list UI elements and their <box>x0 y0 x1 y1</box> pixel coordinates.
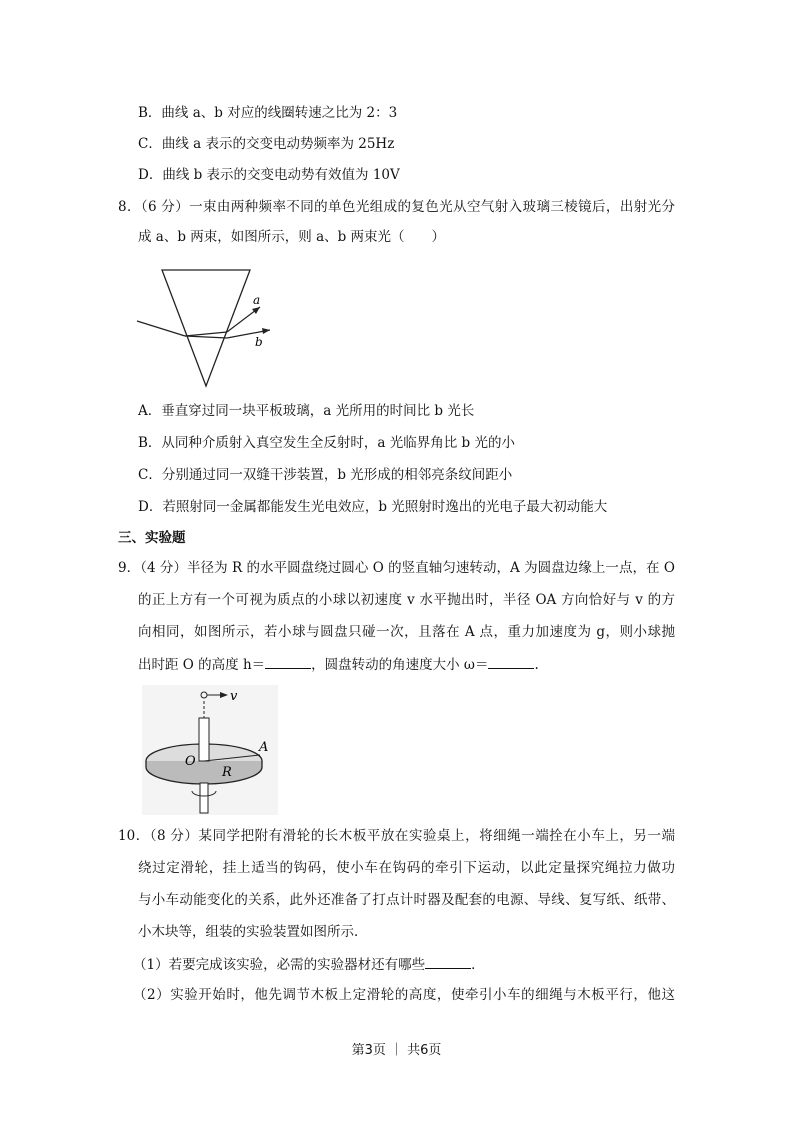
q8-stem-line1: 8．（6 分）一束由两种频率不同的单色光组成的复色光从空气射入玻璃三棱镜后，出射光分 <box>118 199 675 215</box>
q10-stem-line3: 与小车动能变化的关系，此外还准备了打点计时器及配套的电源、导线、复写纸、纸带、 <box>138 892 675 908</box>
answer-blank-equipment[interactable] <box>425 955 471 969</box>
q10-stem-line2: 绕过定滑轮，挂上适当的钩码，使小车在钩码的牵引下运动，以此定量探究绳拉力做功 <box>138 860 675 876</box>
q10-stem-line4: 小木块等，组装的实验装置如图所示． <box>138 924 368 940</box>
answer-blank-h[interactable] <box>265 655 311 669</box>
q9-stem-line1: 9．（4 分）半径为 R 的水平圆盘绕过圆心 O 的竖直轴匀速转动，A 为圆盘边缘上一点，在 O <box>118 560 675 576</box>
disk-figure <box>140 683 280 818</box>
answer-blank-omega[interactable] <box>488 655 534 669</box>
q9-text-b: ，圆盘转动的角速度大小 ω＝ <box>311 657 489 673</box>
prism-figure <box>135 262 285 392</box>
q9-text-c: . <box>534 657 539 673</box>
q10-sub1-end: ． <box>471 957 485 973</box>
q9-text-a: 出时距 O 的高度 h＝ <box>138 657 266 673</box>
q9-stem-line3: 向相同，如图所示，若小球与圆盘只碰一次，且落在 A 点，重力加速度为 g，则小球抛 <box>138 624 675 640</box>
q10-sub1-text: （1）若要完成该实验，必需的实验器材还有哪些 <box>133 957 426 973</box>
q7-option-b: B．曲线 a、b 对应的线圈转速之比为 2：3 <box>138 105 398 121</box>
q7-option-c: C．曲线 a 表示的交变电动势频率为 25Hz <box>138 136 395 152</box>
q8-option-c: C．分别通过同一双缝干涉装置，b 光形成的相邻亮条纹间距小 <box>138 467 513 483</box>
q7-option-d: D．曲线 b 表示的交变电动势有效值为 10V <box>138 167 400 183</box>
q9-stem-line4 <box>138 655 539 674</box>
q8-option-a: A．垂直穿过同一块平板玻璃，a 光所用的时间比 b 光长 <box>138 403 475 419</box>
center-o-label: O <box>185 754 196 769</box>
q10-sub1 <box>133 955 485 974</box>
q8-option-d: D．若照射同一金属都能发生光电效应，b 光照射时逸出的光电子最大初动能大 <box>138 499 608 515</box>
ray-b-label: b <box>255 335 263 349</box>
q9-stem-line2: 的正上方有一个可视为质点的小球以初速度 v 水平抛出时，半径 OA 方向恰好与 v 的方 <box>138 592 675 608</box>
q10-stem-line1: 10．（8 分）某同学把附有滑轮的长木板平放在实验桌上，将细绳一端拴在小车上，另一端 <box>118 828 675 844</box>
ray-a-label: a <box>253 293 261 307</box>
section-heading: 三、实验题 <box>118 530 186 546</box>
q10-sub2: （2）实验开始时，他先调节木板上定滑轮的高度，使牵引小车的细绳与木板平行，他这 <box>133 987 675 1003</box>
q8-option-b: B．从同种介质射入真空发生全反射时，a 光临界角比 b 光的小 <box>138 435 515 451</box>
page-footer: 第3页 ｜ 共6页 <box>351 1043 442 1058</box>
q8-stem-line2: 成 a、b 两束，如图所示，则 a、b 两束光（ ） <box>138 229 446 245</box>
point-a-label: A <box>259 740 269 755</box>
radius-r-label: R <box>222 765 232 780</box>
velocity-label: v <box>230 689 238 704</box>
